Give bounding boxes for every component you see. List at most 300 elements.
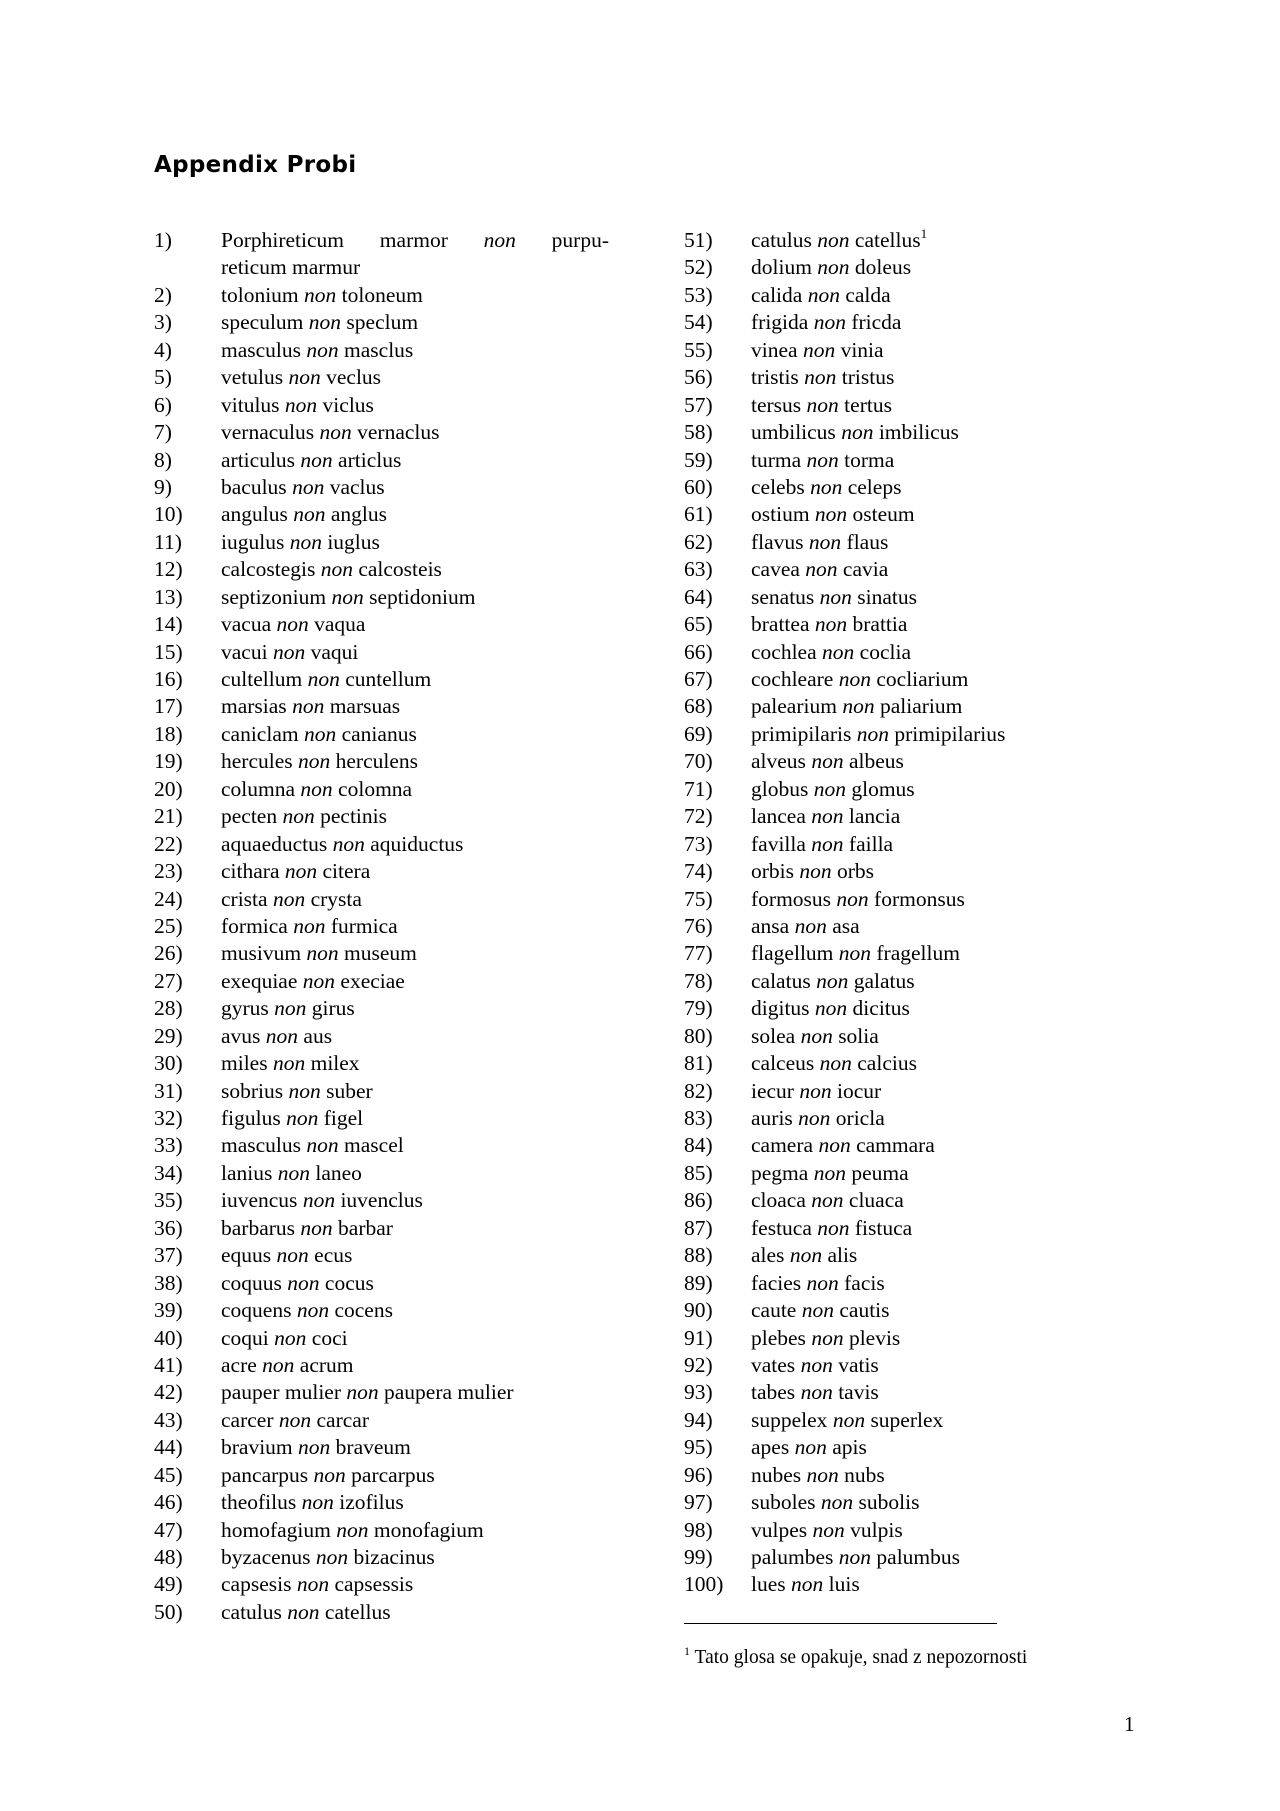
gloss-entry xyxy=(154,776,609,803)
correct-form: columna xyxy=(221,776,296,801)
correct-form: vates xyxy=(751,1352,796,1377)
incorrect-form: osteum xyxy=(852,502,915,527)
entry-text xyxy=(751,254,911,281)
incorrect-form: luis xyxy=(828,1572,860,1597)
gloss-entry xyxy=(684,474,1224,501)
entry-number: 81) xyxy=(684,1051,713,1076)
correct-form: senatus xyxy=(751,584,815,609)
gloss-entry xyxy=(684,1544,1224,1571)
non-connector: non xyxy=(800,1352,833,1377)
non-connector: non xyxy=(293,502,326,527)
correct-form: vacua xyxy=(221,612,272,637)
entry-number: 28) xyxy=(154,996,183,1021)
correct-form: palumbes xyxy=(751,1545,834,1569)
correct-form: theofilus xyxy=(221,1490,297,1515)
gloss-entry xyxy=(154,995,609,1022)
gloss-entry xyxy=(684,1187,1224,1214)
non-connector: non xyxy=(838,941,872,966)
entry-text xyxy=(221,1187,423,1214)
correct-form: caniclam xyxy=(221,721,299,746)
entry-text xyxy=(751,1462,885,1489)
entry-number: 32) xyxy=(154,1106,183,1131)
non-connector: non xyxy=(804,365,837,390)
gloss-entry xyxy=(684,1160,1224,1187)
non-connector: non xyxy=(811,1188,844,1213)
incorrect-form: orbs xyxy=(837,859,875,884)
entry-text xyxy=(221,831,463,858)
incorrect-form: alis xyxy=(827,1243,858,1268)
non-connector: non xyxy=(811,804,844,829)
incorrect-form: vatis xyxy=(838,1352,879,1377)
gloss-entry xyxy=(684,556,1224,583)
gloss-entry xyxy=(684,666,1224,693)
entry-number: 47) xyxy=(154,1517,183,1542)
correct-form: vitulus xyxy=(221,392,280,417)
correct-form: vinea xyxy=(751,337,798,362)
non-connector: non xyxy=(799,859,832,884)
correct-form: septizonium xyxy=(221,584,327,609)
entry-text xyxy=(751,1352,879,1379)
correct-form: speculum xyxy=(221,310,304,335)
correct-form: flavus xyxy=(751,529,804,554)
correct-form: tristis xyxy=(751,365,799,390)
entry-text xyxy=(221,1242,352,1269)
entry-text xyxy=(221,474,385,501)
gloss-entry xyxy=(154,337,609,364)
incorrect-form: aus xyxy=(303,1023,333,1048)
gloss-column-right xyxy=(684,227,1224,1599)
entry-text xyxy=(221,1379,514,1406)
entry-number: 67) xyxy=(684,667,713,691)
correct-form: facies xyxy=(751,1270,802,1295)
entry-text xyxy=(751,1215,912,1242)
entry-number: 7) xyxy=(154,420,172,445)
gloss-entry xyxy=(684,337,1224,364)
gloss-entry xyxy=(684,227,1224,254)
gloss-entry xyxy=(684,1352,1224,1379)
gloss-entry xyxy=(154,1517,609,1544)
incorrect-form: pectinis xyxy=(320,804,387,829)
non-connector: non xyxy=(300,776,333,801)
non-connector: non xyxy=(806,1462,839,1487)
correct-form: vernaculus xyxy=(221,420,315,445)
entry-number: 78) xyxy=(684,968,713,993)
gloss-entry xyxy=(154,227,609,282)
gloss-entry xyxy=(684,529,1224,556)
entry-text xyxy=(221,1215,393,1242)
incorrect-form: tristus xyxy=(841,365,895,390)
non-connector: non xyxy=(806,392,839,417)
entry-text xyxy=(751,1407,943,1434)
entry-number: 53) xyxy=(684,282,713,307)
entry-text xyxy=(221,1517,484,1544)
correct-form: solea xyxy=(751,1023,796,1048)
gloss-entry xyxy=(154,1462,609,1489)
entry-number: 46) xyxy=(154,1490,183,1515)
incorrect-form: acrum xyxy=(299,1352,354,1377)
incorrect-form: vaqui xyxy=(310,639,359,664)
incorrect-form: doleus xyxy=(854,255,912,280)
gloss-entry xyxy=(684,1270,1224,1297)
incorrect-form: crysta xyxy=(310,886,362,911)
entry-number: 75) xyxy=(684,886,713,911)
correct-form: flagellum xyxy=(751,941,834,966)
correct-form: calatus xyxy=(751,968,811,993)
entry-text xyxy=(221,282,423,309)
non-connector: non xyxy=(346,1380,379,1405)
incorrect-form: capsessis xyxy=(334,1572,414,1597)
correct-form: calceus xyxy=(751,1051,815,1076)
entry-text xyxy=(751,584,917,611)
gloss-entry xyxy=(684,721,1224,748)
non-connector: non xyxy=(811,1325,844,1350)
gloss-entry xyxy=(684,968,1224,995)
correct-form: suboles xyxy=(751,1490,816,1515)
entry-text xyxy=(751,447,894,474)
gloss-entry xyxy=(154,1599,609,1626)
non-connector: non xyxy=(306,1133,339,1158)
entry-number: 20) xyxy=(154,776,183,801)
entry-number: 59) xyxy=(684,447,713,472)
correct-form: suppelex xyxy=(751,1407,828,1432)
incorrect-form: septidonium xyxy=(369,584,476,609)
incorrect-form: carcar xyxy=(316,1407,369,1432)
correct-form: coquens xyxy=(221,1298,292,1323)
footnote xyxy=(684,1646,1027,1670)
non-connector: non xyxy=(282,804,315,829)
entry-text xyxy=(221,721,417,748)
correct-form: avus xyxy=(221,1023,261,1048)
non-connector: non xyxy=(286,1106,319,1131)
entry-number: 45) xyxy=(154,1462,183,1487)
correct-form: cavea xyxy=(751,557,800,582)
entry-number: 49) xyxy=(154,1572,183,1597)
non-connector: non xyxy=(483,228,516,252)
correct-form-word: marmor xyxy=(379,228,448,252)
incorrect-form: figel xyxy=(323,1106,364,1131)
gloss-column-left xyxy=(154,227,609,1626)
entry-text xyxy=(751,995,910,1022)
non-connector: non xyxy=(292,474,325,499)
entry-text xyxy=(221,556,442,583)
gloss-entry xyxy=(684,419,1224,446)
non-connector: non xyxy=(802,337,836,362)
entry-text xyxy=(751,1434,867,1461)
entry-text xyxy=(221,913,398,940)
entry-number: 87) xyxy=(684,1215,713,1240)
page-number: 1 xyxy=(1124,1712,1135,1736)
entry-number: 95) xyxy=(684,1435,713,1460)
entry-number: 61) xyxy=(684,502,713,527)
entry-text xyxy=(221,995,355,1022)
entry-text xyxy=(751,1270,885,1297)
gloss-entry xyxy=(154,1544,609,1571)
incorrect-form: galatus xyxy=(853,968,915,993)
incorrect-form: fragellum xyxy=(876,941,960,966)
gloss-entry xyxy=(684,1105,1224,1132)
entry-text xyxy=(751,501,915,528)
incorrect-form: cocens xyxy=(334,1298,393,1323)
incorrect-form: iocur xyxy=(836,1078,882,1103)
entry-number: 62) xyxy=(684,529,713,554)
incorrect-form: flaus xyxy=(846,529,889,554)
entry-text xyxy=(751,1242,857,1269)
entry-text xyxy=(221,940,417,967)
entry-number: 5) xyxy=(154,365,172,390)
non-connector: non xyxy=(293,913,326,938)
entry-number: 82) xyxy=(684,1078,713,1103)
correct-form: pegma xyxy=(751,1160,809,1185)
entry-text xyxy=(751,1571,860,1598)
non-connector: non xyxy=(805,557,838,582)
correct-form: calcostegis xyxy=(221,557,316,582)
non-connector: non xyxy=(306,941,339,966)
entry-number: 35) xyxy=(154,1188,183,1213)
correct-form: catulus xyxy=(221,1599,282,1624)
entry-text xyxy=(751,337,884,364)
entry-text xyxy=(221,1270,374,1297)
gloss-entry xyxy=(154,858,609,885)
incorrect-form: peuma xyxy=(851,1160,909,1185)
correct-form: lanius xyxy=(221,1160,273,1185)
incorrect-form: superlex xyxy=(870,1407,944,1432)
incorrect-form: suber xyxy=(326,1078,373,1103)
correct-form: digitus xyxy=(751,996,810,1021)
gloss-entry xyxy=(684,254,1224,281)
correct-form: globus xyxy=(751,776,809,801)
correct-form: pauper mulier xyxy=(221,1380,341,1405)
entry-number: 24) xyxy=(154,886,183,911)
gloss-entry xyxy=(154,639,609,666)
gloss-entry xyxy=(154,1215,609,1242)
entry-number: 80) xyxy=(684,1023,713,1048)
gloss-entry xyxy=(684,1297,1224,1324)
entry-text xyxy=(221,666,431,693)
gloss-entry xyxy=(684,1242,1224,1269)
entry-text xyxy=(751,1078,881,1105)
incorrect-form: fricda xyxy=(851,310,902,335)
footnote-mark: 1 xyxy=(684,1644,690,1658)
correct-form: hercules xyxy=(221,749,293,774)
incorrect-form: dicitus xyxy=(852,996,910,1021)
incorrect-form: cuntellum xyxy=(345,667,432,692)
entry-text xyxy=(221,1599,391,1626)
incorrect-form: paliarium xyxy=(879,694,963,719)
incorrect-form: cavia xyxy=(842,557,889,582)
gloss-entry xyxy=(684,282,1224,309)
incorrect-form: apis xyxy=(832,1435,867,1460)
entry-number: 38) xyxy=(154,1270,183,1295)
entry-text xyxy=(751,364,894,391)
entry-text xyxy=(221,419,440,446)
entry-number: 43) xyxy=(154,1407,183,1432)
entry-number: 1) xyxy=(154,228,172,252)
gloss-entry xyxy=(154,831,609,858)
correct-form: barbarus xyxy=(221,1215,296,1240)
entry-number: 97) xyxy=(684,1490,713,1515)
correct-form: calida xyxy=(751,282,803,307)
non-connector: non xyxy=(284,859,318,884)
correct-form: aquaeductus xyxy=(221,831,328,856)
non-connector: non xyxy=(812,1517,845,1542)
entry-text xyxy=(221,1544,435,1571)
entry-text xyxy=(751,831,893,858)
incorrect-form: ecus xyxy=(314,1243,353,1268)
correct-form: nubes xyxy=(751,1462,802,1487)
correct-form: ostium xyxy=(751,502,810,527)
incorrect-form-part: purpu- xyxy=(551,228,609,252)
gloss-entry xyxy=(154,1078,609,1105)
non-connector: non xyxy=(813,1160,846,1185)
non-connector: non xyxy=(288,365,321,390)
gloss-entry xyxy=(684,1379,1224,1406)
incorrect-form: izofilus xyxy=(339,1490,404,1515)
entry-text xyxy=(751,1105,885,1132)
correct-form: vacui xyxy=(221,639,268,664)
entry-text xyxy=(221,364,381,391)
gloss-entry xyxy=(684,776,1224,803)
non-connector: non xyxy=(278,1407,312,1432)
entry-text xyxy=(221,1132,404,1159)
entry-number: 11) xyxy=(154,529,182,554)
correct-form: figulus xyxy=(221,1106,281,1131)
gloss-entry xyxy=(154,1242,609,1269)
gloss-entry xyxy=(684,693,1224,720)
incorrect-form: herculens xyxy=(335,749,419,774)
entry-text xyxy=(751,1297,890,1324)
entry-number: 58) xyxy=(684,420,713,445)
entry-text xyxy=(751,1187,904,1214)
correct-form: bravium xyxy=(221,1435,293,1460)
entry-number: 66) xyxy=(684,639,713,664)
non-connector: non xyxy=(836,886,869,911)
correct-form: auris xyxy=(751,1106,793,1130)
gloss-entry xyxy=(154,666,609,693)
incorrect-form: masclus xyxy=(344,337,414,362)
incorrect-form-part: reticum marmur xyxy=(221,255,361,279)
entry-text xyxy=(751,1160,909,1187)
gloss-entry xyxy=(684,1489,1224,1516)
non-connector: non xyxy=(814,612,848,637)
incorrect-form: glomus xyxy=(851,776,915,801)
entry-text xyxy=(221,529,380,556)
entry-text xyxy=(751,639,911,666)
entry-number: 51) xyxy=(684,228,713,252)
non-connector: non xyxy=(319,420,352,445)
entry-number: 29) xyxy=(154,1023,183,1048)
entry-text xyxy=(221,1434,411,1461)
entry-text xyxy=(221,1462,435,1489)
incorrect-form: celeps xyxy=(847,474,902,499)
entry-text xyxy=(751,227,927,254)
non-connector: non xyxy=(816,968,849,993)
incorrect-form: laneo xyxy=(315,1160,362,1185)
correct-form: masculus xyxy=(221,1133,302,1158)
gloss-entry xyxy=(684,1571,1224,1598)
non-connector: non xyxy=(838,667,871,691)
entry-text xyxy=(221,1105,363,1132)
non-connector: non xyxy=(794,913,827,938)
entry-text xyxy=(221,1078,373,1105)
gloss-entry xyxy=(684,1462,1224,1489)
gloss-entry xyxy=(684,392,1224,419)
entry-number: 74) xyxy=(684,859,713,884)
correct-form: cultellum xyxy=(221,667,303,692)
entry-number: 3) xyxy=(154,310,172,335)
entry-number: 15) xyxy=(154,639,183,664)
incorrect-form: girus xyxy=(311,996,355,1021)
entry-number: 68) xyxy=(684,694,713,719)
correct-form: musivum xyxy=(221,941,302,966)
entry-number: 4) xyxy=(154,337,172,362)
non-connector: non xyxy=(817,1215,850,1240)
entry-number: 30) xyxy=(154,1051,183,1076)
entry-number: 85) xyxy=(684,1160,713,1185)
entry-number: 92) xyxy=(684,1352,713,1377)
gloss-entry xyxy=(684,501,1224,528)
entry-number: 86) xyxy=(684,1188,713,1213)
correct-form: acre xyxy=(221,1352,257,1377)
non-connector: non xyxy=(798,1106,831,1130)
entry-text xyxy=(751,693,962,720)
incorrect-form: vinia xyxy=(840,337,884,362)
incorrect-form: iuvenclus xyxy=(340,1188,423,1213)
gloss-entry xyxy=(154,1105,609,1132)
non-connector: non xyxy=(807,282,840,307)
correct-form: favilla xyxy=(751,831,806,856)
incorrect-form: cammara xyxy=(856,1133,935,1158)
entry-text xyxy=(751,721,1005,748)
entry-number: 34) xyxy=(154,1160,183,1185)
incorrect-form: braveum xyxy=(335,1435,411,1460)
correct-form: festuca xyxy=(751,1215,812,1240)
entry-text xyxy=(751,886,965,913)
correct-form: coquus xyxy=(221,1270,282,1295)
non-connector: non xyxy=(794,1435,827,1460)
incorrect-form: citera xyxy=(322,859,371,884)
entry-text xyxy=(751,940,960,967)
non-connector: non xyxy=(801,1298,834,1323)
non-connector: non xyxy=(276,1243,309,1268)
footnote-reference: 1 xyxy=(920,226,928,241)
gloss-entry xyxy=(154,913,609,940)
non-connector: non xyxy=(277,1160,310,1185)
non-connector: non xyxy=(274,996,307,1021)
correct-form: cloaca xyxy=(751,1188,806,1213)
entry-text xyxy=(751,968,915,995)
entry-text xyxy=(751,1489,919,1516)
entry-text xyxy=(221,1489,404,1516)
incorrect-form: oricla xyxy=(835,1106,885,1130)
non-connector: non xyxy=(820,1490,854,1515)
correct-form: dolium xyxy=(751,255,812,280)
correct-form: exequiae xyxy=(221,968,298,993)
entry-text xyxy=(751,282,891,309)
non-connector: non xyxy=(818,1133,851,1158)
entry-text xyxy=(221,1050,360,1077)
gloss-entry xyxy=(154,282,609,309)
non-connector: non xyxy=(811,831,844,856)
correct-form: gyrus xyxy=(221,996,269,1021)
incorrect-form: calda xyxy=(845,282,891,307)
entry-number: 55) xyxy=(684,337,713,362)
entry-text xyxy=(221,337,413,364)
gloss-entry xyxy=(684,639,1224,666)
gloss-entry xyxy=(154,1379,609,1406)
incorrect-form: toloneum xyxy=(341,282,423,307)
entry-number: 21) xyxy=(154,804,183,829)
incorrect-form: tertus xyxy=(844,392,892,417)
